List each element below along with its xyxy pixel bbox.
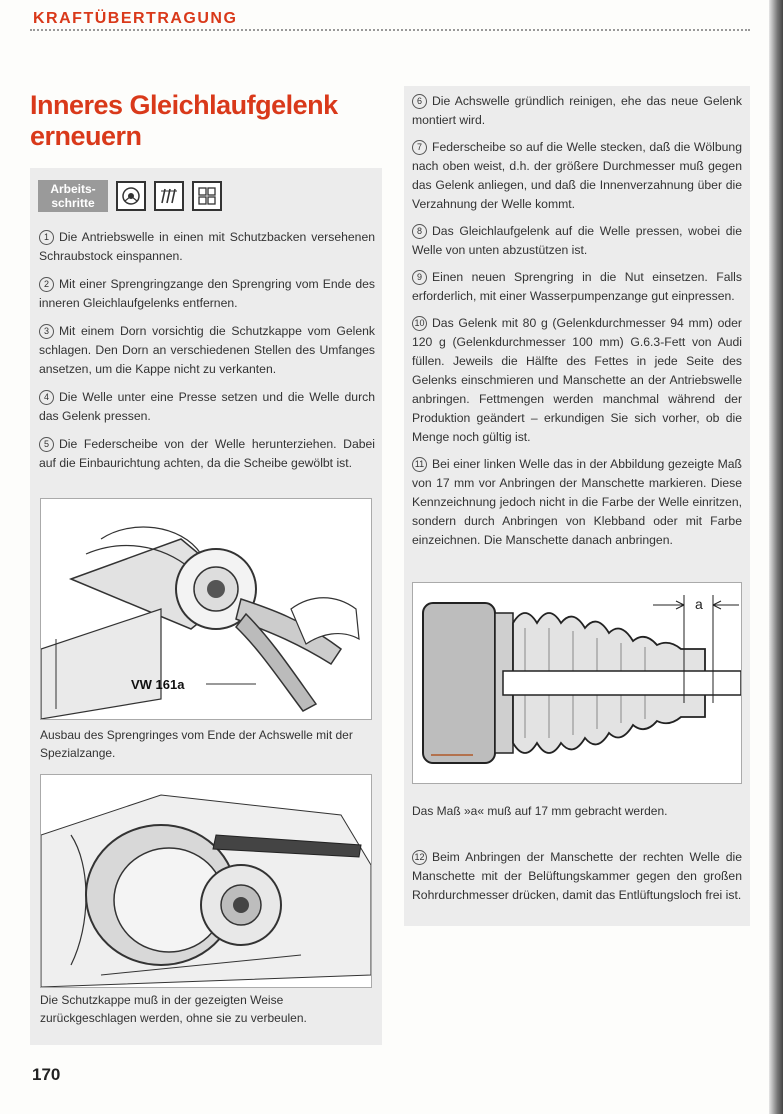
step-number: 12: [412, 850, 427, 865]
step-text: Mit einem Dorn vorsichtig die Schutzkappe vom Gelenk schlagen. Den Dorn an verschiedenen Stellen des Umfanges ansetzen, um die Kappe nicht zu verkanten.: [39, 324, 375, 376]
step-text: Federscheibe so auf die Welle stecken, daß die Wölbung nach oben weist, d.h. der größere Durchmesser muß gegen das Gelenk anliegen, und daß die Innenverzahnung über die Verzahnung der Welle kommt.: [412, 140, 742, 211]
figure-boot-dimension: [412, 582, 742, 784]
header-rule: [30, 29, 750, 31]
step-number: 6: [412, 94, 427, 109]
page-title: Inneres Gleichlaufgelenk erneuern: [30, 90, 338, 151]
step-text: Mit einer Sprengringzange den Sprengring vom Ende des inneren Gleichlaufgelenks entfernen.: [39, 277, 375, 310]
step-text: Einen neuen Sprengring in die Nut einsetzen. Falls erforderlich, mit einer Wasserpumpenzange gut einpressen.: [412, 270, 742, 303]
section-title: KRAFTÜBERTRAGUNG: [33, 10, 238, 27]
left-steps: [39, 228, 375, 482]
step-11: [412, 455, 742, 550]
step-number: 5: [39, 437, 54, 452]
figure2-caption: Die Schutzkappe muß in der gezeigten Weise zurückgeschlagen werden, ohne sie zu verbeulen.: [40, 993, 307, 1025]
step-number: 9: [412, 270, 427, 285]
figure-boot-removal: [40, 774, 372, 988]
step-9: [412, 268, 742, 306]
boot-drift-illustration: [41, 775, 371, 987]
step-text: Die Achswelle gründlich reinigen, ehe das neue Gelenk montiert wird.: [412, 94, 742, 127]
step-10: [412, 314, 742, 447]
step-text: Die Antriebswelle in einen mit Schutzbacken versehenen Schraubstock einspannen.: [39, 230, 375, 263]
steps-label: Arbeits-schritte: [38, 180, 108, 212]
right-steps: [412, 92, 742, 558]
step-text: Die Welle unter eine Presse setzen und die Welle durch das Gelenk pressen.: [39, 390, 375, 423]
step-number: 8: [412, 224, 427, 239]
step-number: 1: [39, 230, 54, 245]
joint-tool-icon: [116, 181, 146, 211]
step-7: [412, 138, 742, 214]
step-4: [39, 388, 375, 426]
step-text: Bei einer linken Welle das in der Abbildung gezeigte Maß von 17 mm vor Anbringen der Manschette markieren. Diese Kennzeichnung jedoch nicht in die Farbe der Welle einritzen, sondern durch Anbringen von Klebband oder mit Farbe einzeichnen. Die Manschette danach anbringen.: [412, 457, 742, 547]
figure3-caption: Das Maß »a« muß auf 17 mm gebracht werden.: [412, 804, 668, 818]
dimension-label: a: [695, 596, 703, 612]
left-column: [30, 168, 382, 1045]
step-text: Das Gelenk mit 80 g (Gelenkdurchmesser 94 mm) oder 120 g (Gelenkdurchmesser 100 mm) G.6.3-Fett von Audi füllen. Jeweils die Hälfte des Fettes in jede Seite des Gelenks einschmieren und Manschette an der Antriebswelle anbringen. Fettmengen werden manchmal während der Produktion geändert – erkundigen Sie sich vorher, ob die Menge noch gültig ist.: [412, 316, 742, 444]
steps-bar: [38, 178, 222, 214]
step-number: 4: [39, 390, 54, 405]
step-3: [39, 322, 375, 379]
step-1: [39, 228, 375, 266]
step-12: [412, 848, 742, 905]
step-number: 10: [412, 316, 427, 331]
page-edge-shadow: [769, 0, 783, 1114]
figure1-caption: Ausbau des Sprengringes vom Ende der Achswelle mit der Spezialzange.: [40, 728, 353, 760]
tool-label: VW 161a: [131, 677, 185, 692]
right-column: [404, 86, 750, 926]
step-number: 11: [412, 457, 427, 472]
step-text: Das Gleichlaufgelenk auf die Welle pressen, wobei die Welle von unten abzustützen ist.: [412, 224, 742, 257]
step-number: 2: [39, 277, 54, 292]
step-number: 3: [39, 324, 54, 339]
boot-dimension-illustration: [413, 583, 741, 783]
step-text: Die Federscheibe von der Welle herunterziehen. Dabei auf die Einbaurichtung achten, da die Scheibe gewölbt ist.: [39, 437, 375, 470]
circlip-pliers-illustration: [41, 499, 371, 719]
step-2: [39, 275, 375, 313]
page-header: [30, 10, 750, 32]
step-8: [412, 222, 742, 260]
spring-tool-icon: [154, 181, 184, 211]
step-5: [39, 435, 375, 473]
figure-circlip-removal: [40, 498, 372, 720]
toolbox-icon: [192, 181, 222, 211]
page-number: 170: [32, 1065, 61, 1084]
step-text: Beim Anbringen der Manschette der rechten Welle die Manschette mit der Belüftungskammer gegen den großen Rohrdurchmesser drücken, damit das Entlüftungsloch frei ist.: [412, 850, 742, 902]
step-number: 7: [412, 140, 427, 155]
step-6: [412, 92, 742, 130]
